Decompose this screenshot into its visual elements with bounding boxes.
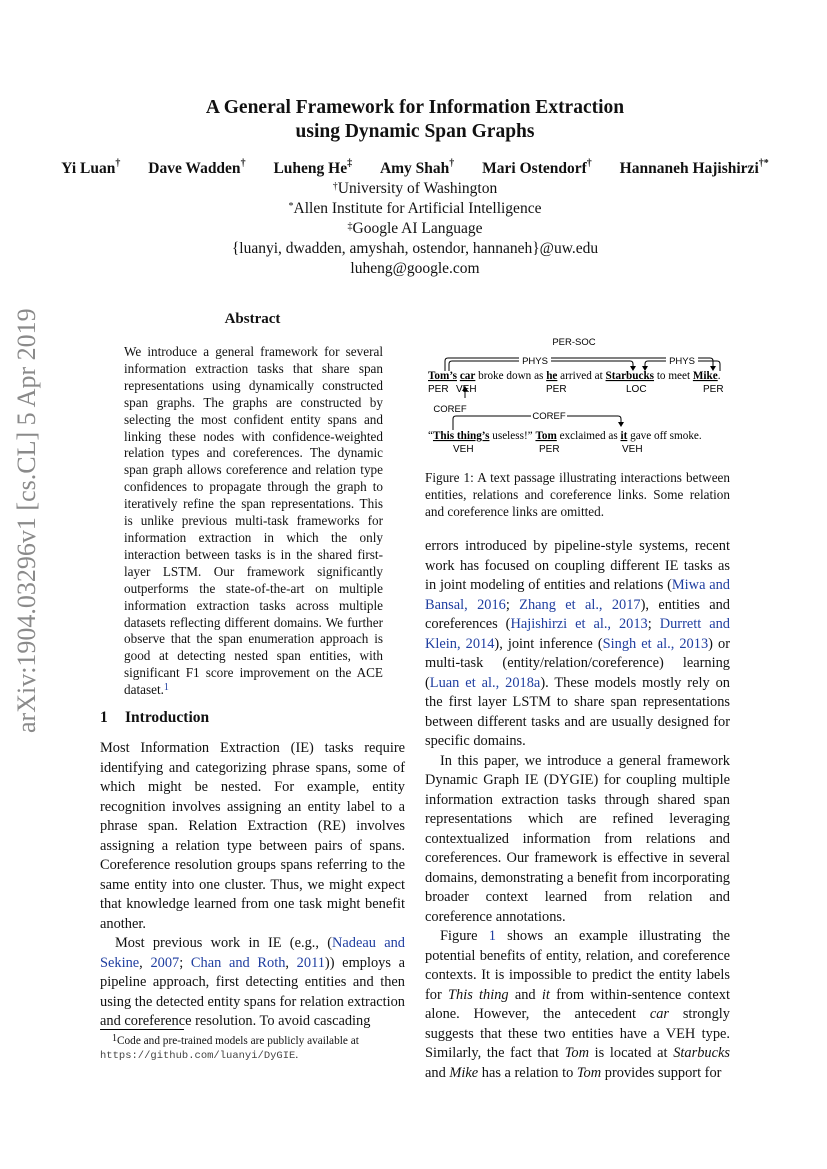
arc-label: PER-SOC <box>552 337 596 348</box>
example-sentence-1: Tom’s car broke down as he arrived at Starbucks to meet Mike. <box>428 370 721 382</box>
author: Mari Ostendorf† <box>482 158 592 177</box>
author-list <box>40 160 790 178</box>
affiliation-uw: †University of Washington <box>332 180 498 197</box>
arc-label: COREF <box>532 411 566 422</box>
entity-label: PER <box>703 384 724 395</box>
intro-paragraph-2: Most previous work in IE (e.g., (Nadeau and Sekine, 2007; Chan and Roth, 2011)) employs a pipeline approach, first detecting entities and then using the detected entity spans for relation extraction and coreference resolution. To avoid cascading <box>100 935 405 1029</box>
entity-label: VEH <box>453 444 474 455</box>
intro-paragraph-4: In this paper, we introduce a general framework Dynamic Graph IE (DYGIE) for coupling multiple information extraction tasks through shared span representations which are refined leveraging contextualized information from relations and coreferences. Our framework is effective in several domains, demonstrating a benefit from incorporating broader context learned from relation and coreference annotations. <box>425 752 730 925</box>
arrowhead <box>618 422 624 427</box>
footnote-rule <box>100 1029 184 1030</box>
section-heading: 1 Introduction <box>100 709 210 726</box>
example-sentence-2: “This thing’s useless!” Tom exclaimed as it gave off smoke. <box>428 430 702 442</box>
entity-label: VEH <box>622 444 643 455</box>
author: Amy Shah† <box>379 158 455 177</box>
author: Dave Wadden† <box>148 158 246 177</box>
entity-label: VEH <box>456 384 477 395</box>
title-line-2: using Dynamic Span Graphs <box>295 121 535 142</box>
entity-label: PER <box>546 384 567 395</box>
citation-link[interactable]: 2011 <box>296 954 325 971</box>
abstract-text: We introduce a general framework for several information extraction tasks that share span representations using dynamically constructed span graphs. The graphs are constructed by selecting the most confident entity spans and linking these nodes with confidence-weighted relation types and coreferences. The dynamic span graph allows coreference and relation type confidences to propagate through the graph to iteratively refine the span representations. This is unlike previous multi-task frameworks for information extraction in which the only interaction between tasks is in the shared first-layer LSTM. Our framework significantly outperforms the state-of-the-art on multiple information extraction tasks across multiple datasets reflecting different domains. We further observe that the span enumeration approach is good at detecting nested span entities, with significant F1 score improvement on the ACE dataset.$^1$ <box>124 344 383 698</box>
entity-label: LOC <box>626 384 647 395</box>
author: Hannaneh Hajishirzi†* <box>619 158 769 177</box>
citation-link[interactable]: Nadeau and Sekine <box>100 935 405 971</box>
intro-paragraph-3: errors introduced by pipeline-style systems, recent work has focused on coupling different IE tasks as in joint modeling of entities and relations (Miwa and Bansal, 2016; Zhang et al., 2017), entities and coreferences (Hajishirzi et al., 2013; Durrett and Klein, 2014), joint inference (Singh et al., 2013) or multi-task (entity/relation/coreference) learning (Luan et al., 2018a). These models mostly rely on the first layer LSTM to share span representations between different tasks and are usually designed for specific domains. <box>425 538 730 749</box>
left-column-body <box>100 739 405 1032</box>
right-column-body <box>425 537 730 1083</box>
entity-label: PER <box>428 384 449 395</box>
intro-paragraph-1: Most Information Extraction (IE) tasks require identifying and categorizing phrase spans, some of which might be nested. For example, entity recognition involves assigning an entity label to a phrase span. Relation Extraction (RE) involves assigning a relation type between pairs of spans. Coreference resolution groups spans referring to the same entity into one cluster. Thus, we might expect that knowledge learned from one task might benefit another. <box>100 740 405 932</box>
arc-label: PHYS <box>669 356 695 367</box>
entity-label: PER <box>539 444 560 455</box>
github-link[interactable]: https://github.com/luanyi/DyGIE <box>100 1050 296 1063</box>
author: Yi Luan† <box>61 158 121 177</box>
citation-link[interactable]: Hajishirzi et al., 2013 <box>510 616 648 632</box>
title-line-1: A General Framework for Information Extraction <box>205 97 625 118</box>
email-google: luheng@google.com <box>350 260 480 277</box>
affiliation-google: ‡Google AI Language <box>347 220 483 237</box>
figure-1-caption: Figure 1: A text passage illustrating interactions between entities, relations and coreference links. Some relation and coreference links are omitted. <box>425 470 730 519</box>
affiliation-ai2: *Allen Institute for Artificial Intelligence <box>288 200 542 217</box>
citation-link[interactable]: Miwa and Bansal, 2016 <box>425 577 730 613</box>
intro-paragraph-5: Figure 1 shows an example illustrating the potential benefits of entity, relation, and coreference contexts. It is impossible to predict the entity labels for This thing and it from within-sentence context alone. However, the antecedent car strongly suggests that these two entities have a VEH type. Similarly, the fact that Tom is located at Starbucks and Mike has a relation to Tom provides support for <box>425 928 731 1081</box>
citation-link[interactable]: Zhang et al., 2017 <box>519 596 641 613</box>
citation-link[interactable]: Durrett and Klein, 2014 <box>425 616 730 652</box>
email-uw: {luanyi, dwadden, amyshah, ostendor, hannaneh}@uw.edu <box>231 240 599 257</box>
author: Luheng He‡ <box>273 158 353 177</box>
citation-link[interactable]: Luan et al., 2018a <box>429 674 541 691</box>
arxiv-stamp: arXiv:1904.03296v1 [cs.CL] 5 Apr 2019 <box>12 308 41 733</box>
footnote-ref[interactable]: 1 <box>163 682 169 694</box>
citation-link[interactable]: Singh et al., 2013 <box>602 635 709 652</box>
footnote: $^1$Code and pre-trained models are publicly available at https://github.com/luanyi/DyGIE. <box>100 1033 359 1063</box>
figure-ref-link[interactable]: 1 <box>488 928 496 944</box>
paper-title <box>100 96 730 144</box>
arc-label: COREF <box>433 404 467 415</box>
abstract-heading: Abstract <box>224 311 281 327</box>
arc-label: PHYS <box>522 356 548 367</box>
citation-link[interactable]: Chan and Roth <box>190 954 286 971</box>
figure-1-diagram <box>425 333 735 457</box>
citation-link[interactable]: 2007 <box>150 954 180 971</box>
